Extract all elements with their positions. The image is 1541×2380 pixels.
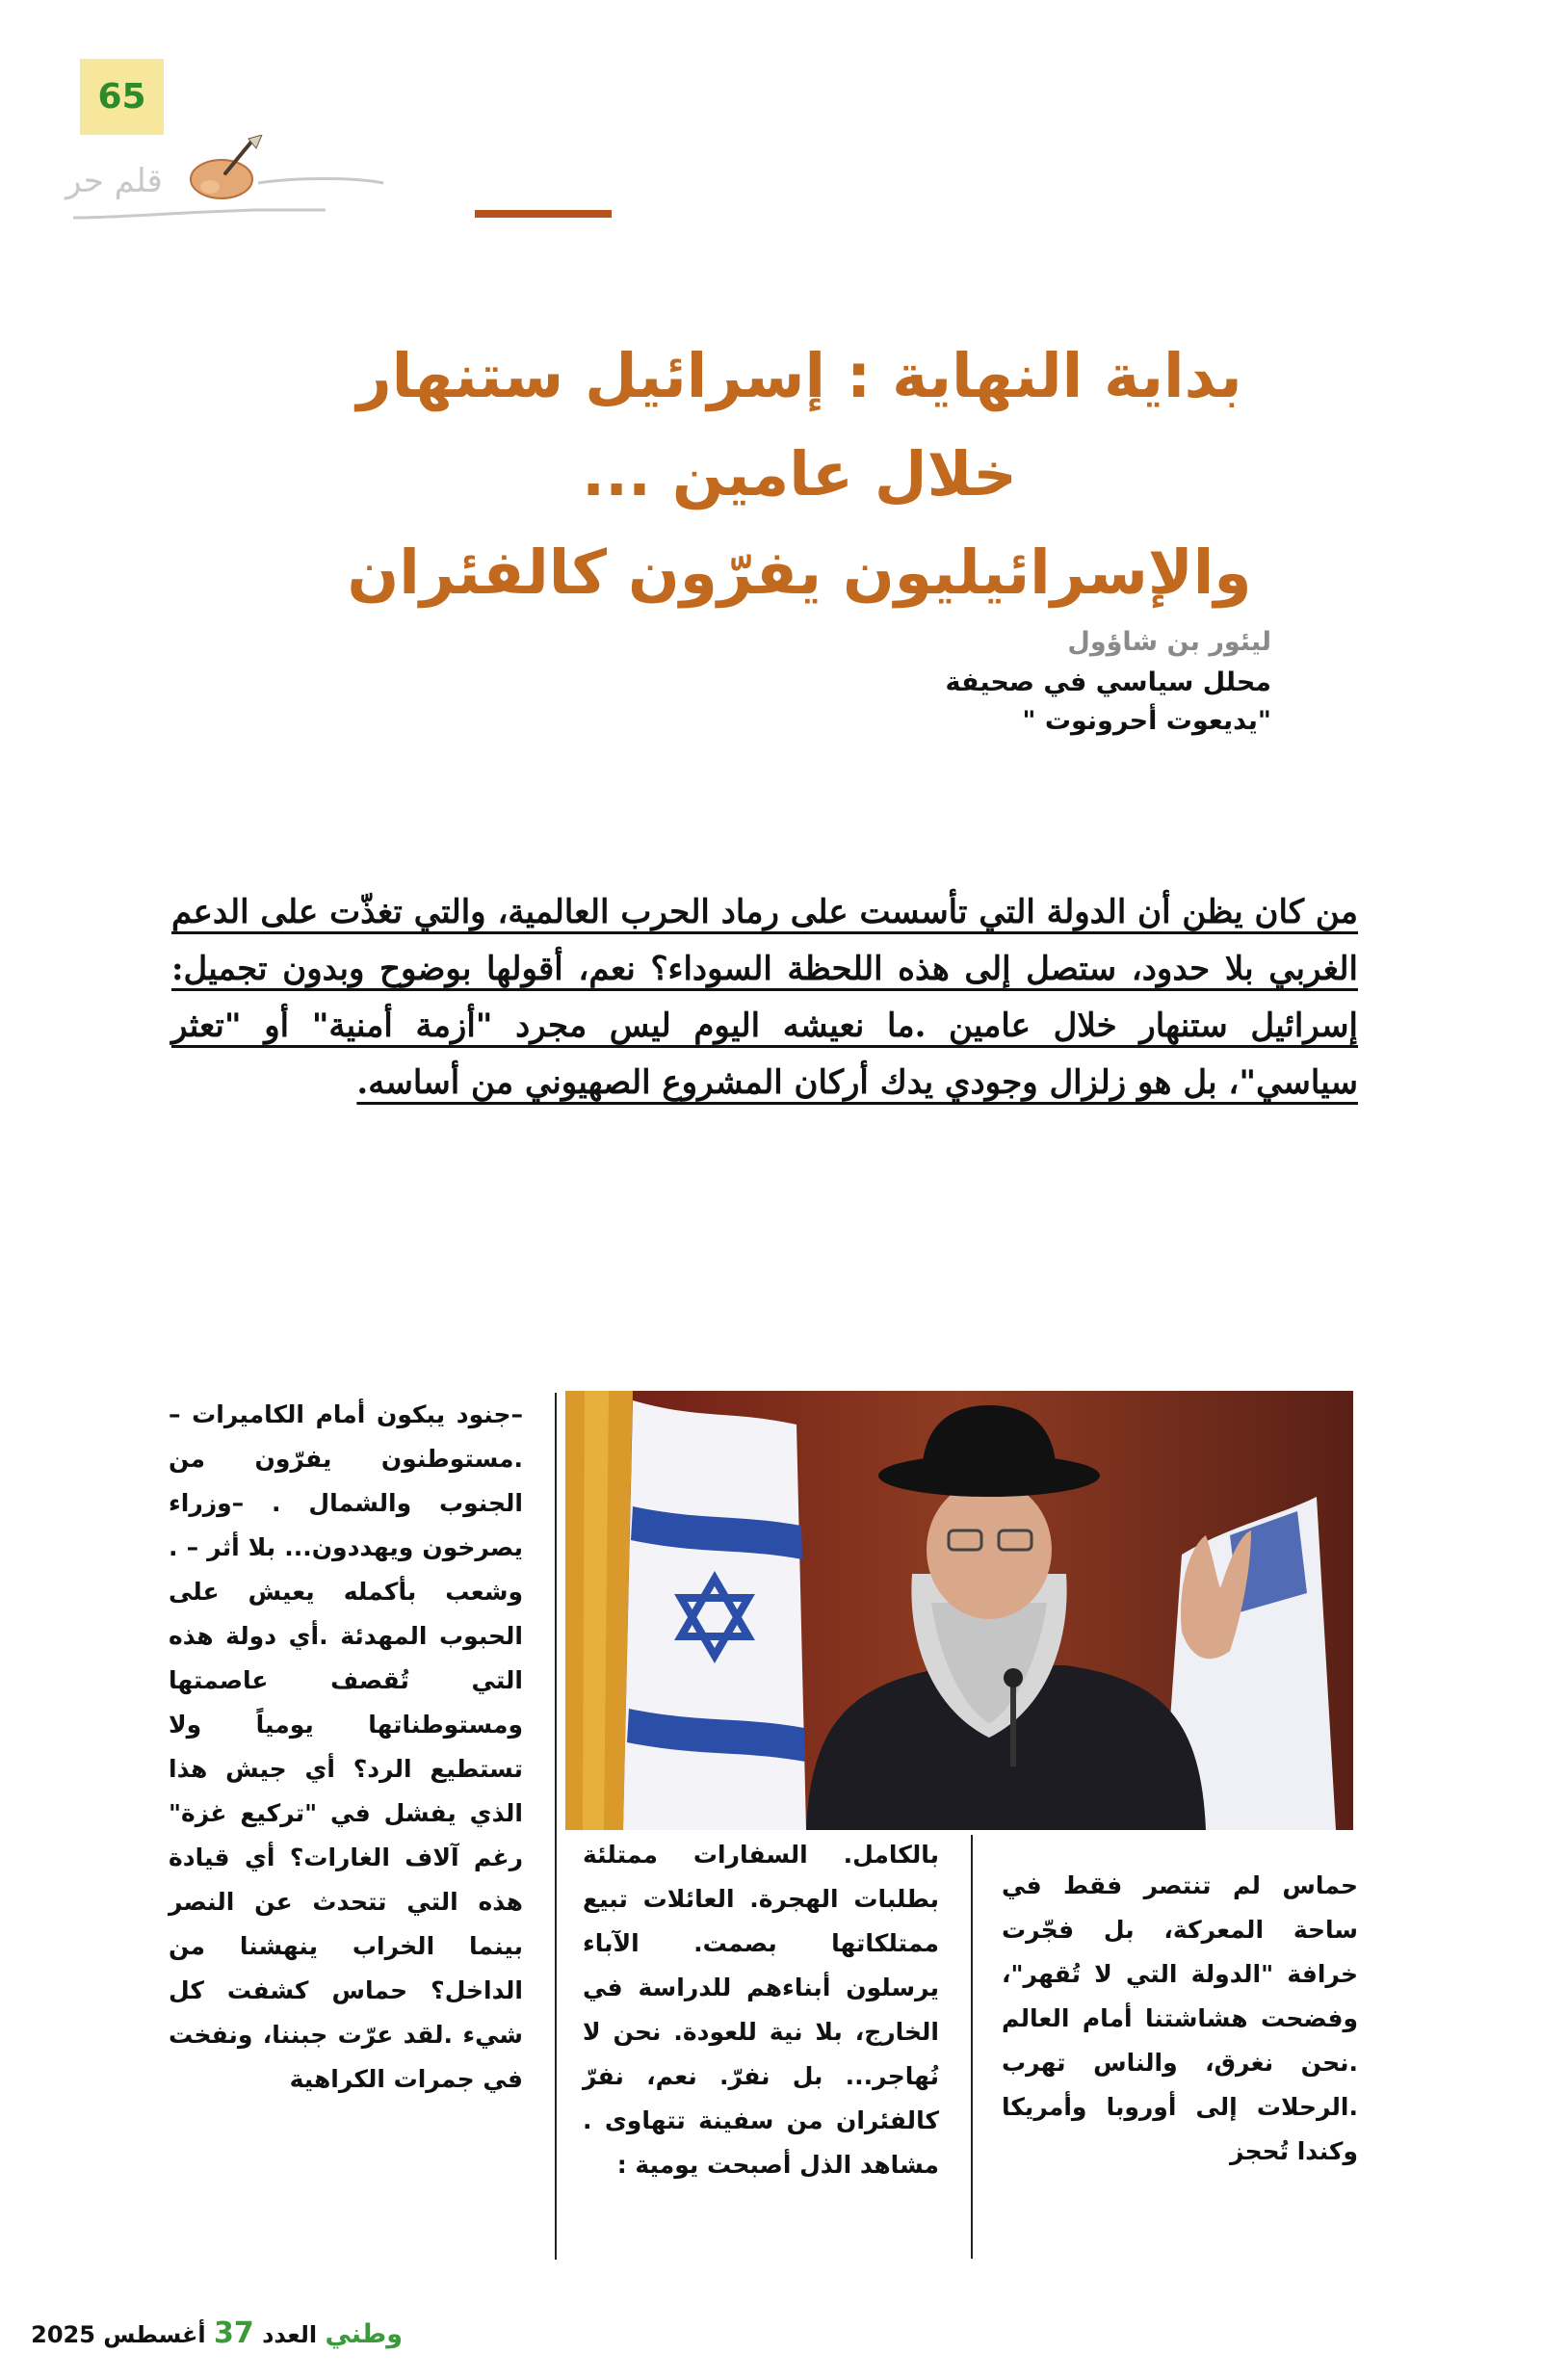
column-middle: بالكامل. السفارات ممتلئة بطلبات الهجرة. العائلات تبيع ممتلكاتها بصمت. الآباء يرسلون أبناءهم للدراسة في الخارج، بلا نية للعودة. نحن لا نُهاجر... بل نفرّ. نعم، نفرّ كالفئران من سفينة تتهاوى . مشاهد الذل أصبحت يومية : xyxy=(583,1841,939,2179)
headline-line-2: خلال عامين ... xyxy=(582,439,1017,510)
footer-month: أغسطس xyxy=(103,2321,206,2348)
footer-brand: وطني xyxy=(325,2319,403,2349)
page-number: 65 xyxy=(80,59,164,135)
footer xyxy=(31,2316,403,2355)
headline xyxy=(318,327,1281,622)
footer-issue-label: العدد xyxy=(262,2321,318,2348)
article-photo xyxy=(565,1391,1353,1830)
column-rule-left xyxy=(555,1393,557,2260)
intro-paragraph: من كان يظن أن الدولة التي تأسست على رماد الحرب العالمية، والتي تغذّت على الدعم الغربي بلا حدود، ستصل إلى هذه اللحظة السوداء؟ نعم، أقولها بوضوح وبدون تجميل: إسرائيل ستنهار خلال عامين .ما نعيشه اليوم ليس مجرد "أزمة أمنية" أو "تعثر سياسي"، بل هو زلزال وجودي يدك أركان المشروع الصهيوني من أساسه. xyxy=(171,893,1358,1102)
column-right: حماس لم تنتصر فقط في ساحة المعركة، بل فجّرت خرافة "الدولة التي لا تُقهر"، وفضحت هشاشتنا أمام العالم .نحن نغرق، والناس تهرب .الرحلات إلى أوروبا وأمريكا وكندا تُحجز xyxy=(1002,1871,1358,2165)
footer-issue-number: 37 xyxy=(214,2316,254,2350)
footer-year: 2025 xyxy=(31,2321,95,2348)
author-name: ليئور بن شاؤول xyxy=(1067,627,1271,657)
column-rule-right xyxy=(971,1835,973,2259)
column-left: –جنود يبكون أمام الكاميرات – .مستوطنون يفرّون من الجنوب والشمال . –وزراء يصرخون ويهددون... بلا أثر – . وشعب بأكمله يعيش على الحبوب المهدئة .أي دولة هذه التي تُقصف عاصمتها ومستوطناتها يومياً ولا تستطيع الرد؟ أي جيش هذا الذي يفشل في "تركيع غزة" رغم آلاف الغارات؟ أي قيادة هذه التي تتحدث عن النصر بينما الخراب ينهشنا من الداخل؟ حماس كشفت كل شيء .لقد عرّت جبننا، ونفخت في جمرات الكراهية xyxy=(169,1400,523,2093)
section-logo-text: قلم حر xyxy=(65,162,163,200)
headline-line-3: والإسرائيليون يفرّون كالفئران xyxy=(347,537,1252,608)
headline-line-1: بداية النهاية : إسرائيل ستنهار xyxy=(356,341,1242,411)
hand-writing-quill-icon xyxy=(181,135,268,212)
author-role: محلل سياسي في صحيفة "يديعوت أحرونوت " xyxy=(945,667,1271,736)
section-logo xyxy=(65,133,614,229)
